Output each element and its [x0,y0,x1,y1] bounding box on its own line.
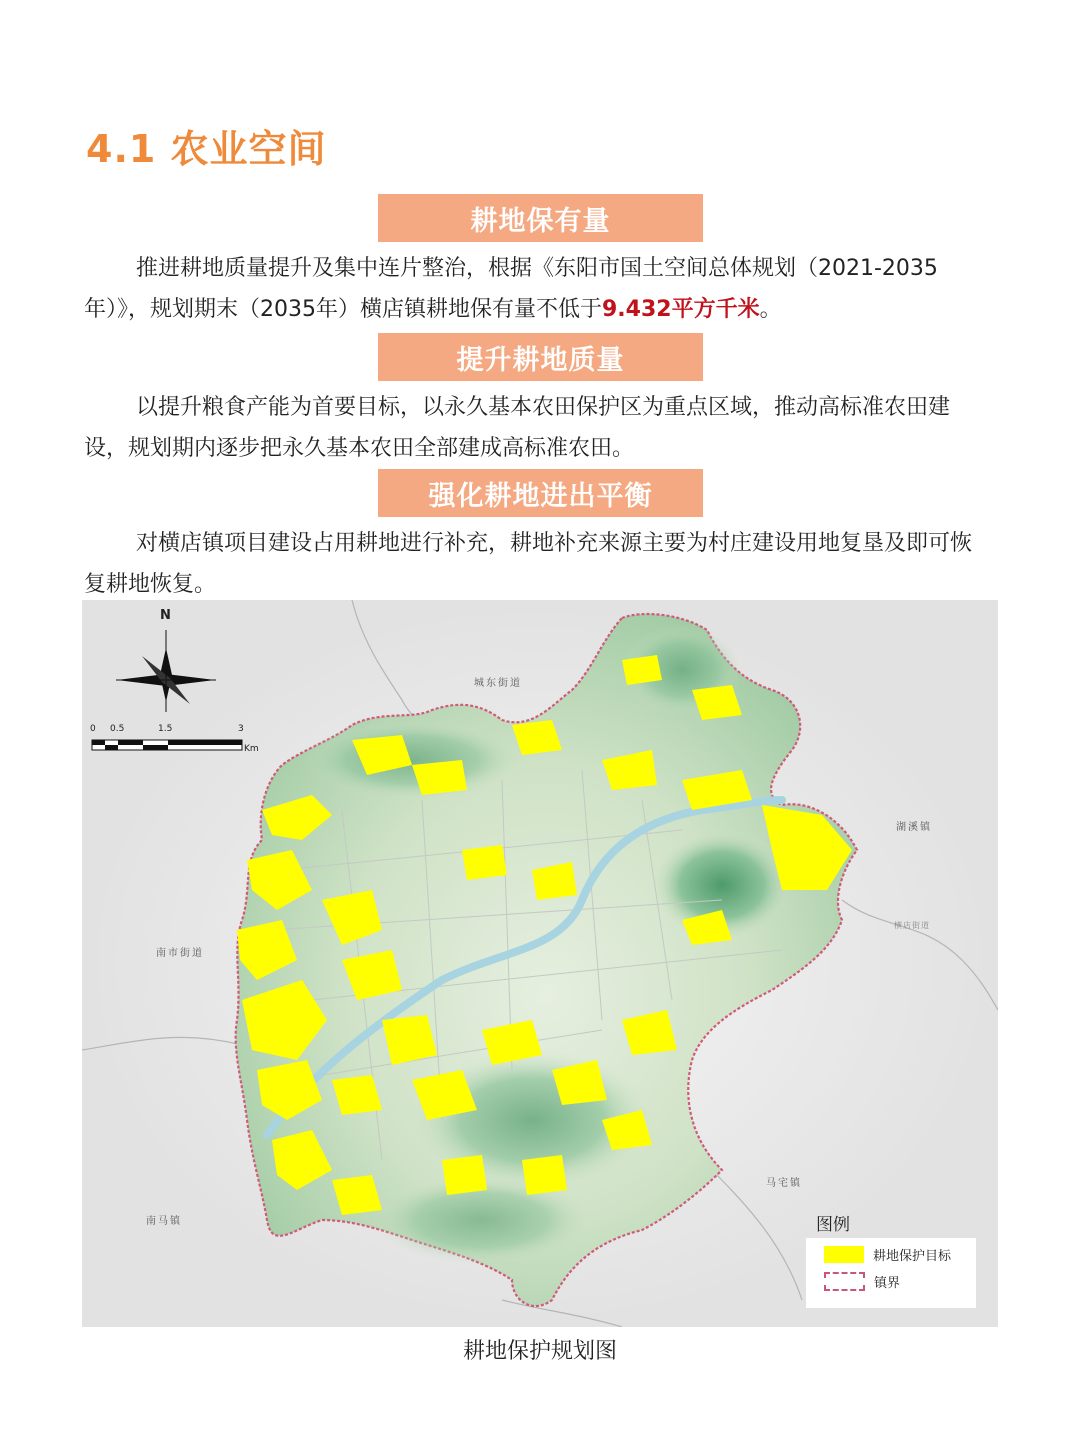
paragraph-text: 推进耕地质量提升及集中连片整治，根据《东阳市国土空间总体规划（2021-2035年）》，规划期末（2035年）横店镇耕地保有量不低于 [84,256,938,322]
paragraph-cropland-quality: 以提升粮食产能为首要目标，以永久基本农田保护区为重点区域，推动高标准农田建设，规划期内逐步把永久基本农田全部建成高标准农田。 [84,395,951,461]
map-caption: 耕地保护规划图 [462,1339,617,1364]
scale-tick: 0.5 [110,724,125,734]
section-title: 4.1 农业空间 [86,127,327,171]
yellow-fill-icon [824,1246,864,1263]
dashed-boundary-icon [824,1272,865,1291]
hill [302,720,522,800]
highlight-value: 9.432平方千米 [602,297,760,322]
legend-label: 镇界 [874,1276,901,1291]
heading-cropland-balance: 强化耕地进出平衡 [378,469,703,517]
legend-item-boundary [824,1272,900,1291]
scale-tick: 0 [90,724,96,734]
scale-unit: Km [244,744,259,754]
legend-label: 耕地保护目标 [873,1249,952,1264]
scale-tick: 3 [238,724,244,734]
paragraph-cropland-balance: 对横店镇项目建设占用耕地进行补充，耕地补充来源主要为村庄建设用地复垦及即可恢复耕地恢复。 [84,531,973,597]
paragraph-end: 。 [759,297,782,322]
paragraph-cropland-quantity [84,248,989,330]
place-label: 南市街道 [156,948,204,959]
heading-cropland-quantity: 耕地保有量 [378,194,703,242]
cropland-protection-map [82,600,998,1327]
place-label: 横店街道 [894,921,930,930]
place-label: 城东街道 [474,678,522,689]
map-graphic [82,600,998,1327]
place-label: 马宅镇 [766,1178,802,1189]
north-label: N [160,608,171,623]
legend-title: 图例 [816,1215,850,1235]
heading-cropland-quality: 提升耕地质量 [378,333,703,381]
legend-item-cropland [824,1245,951,1264]
place-label: 湖溪镇 [896,822,932,833]
place-label: 南马镇 [146,1216,182,1227]
legend [806,1238,976,1308]
scale-bar [92,740,242,750]
scale-tick: 1.5 [158,724,173,734]
